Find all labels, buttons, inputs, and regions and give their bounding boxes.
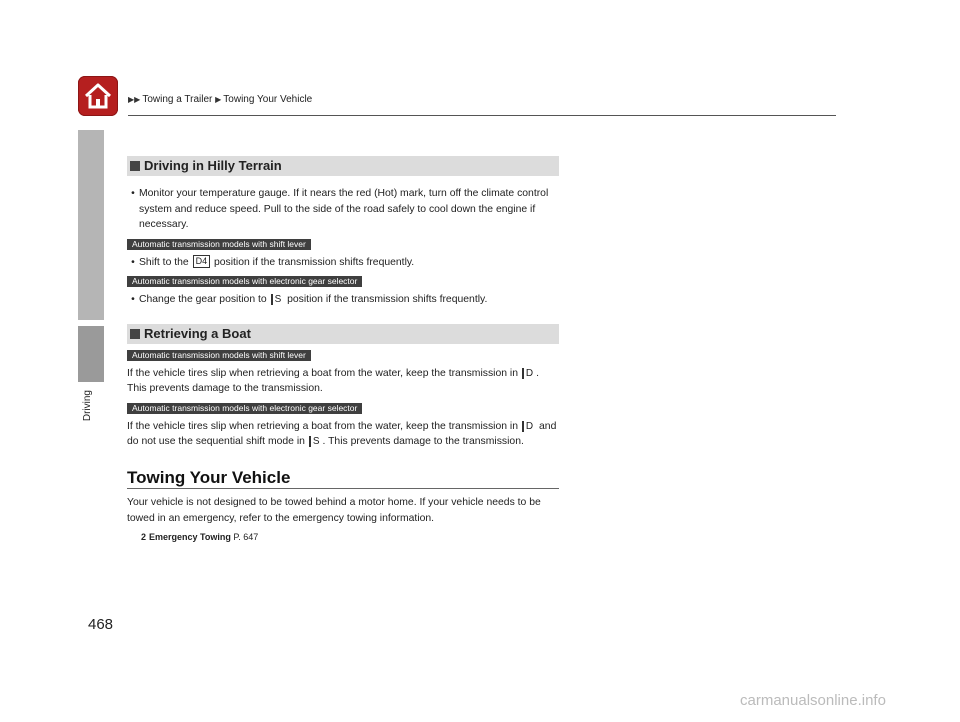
paragraph: If the vehicle tires slip when retrieving a boat from the water, keep the transmission in D and do not use the sequential shift mode in S . This prevents damage to the transmission. xyxy=(127,420,557,447)
breadcrumb-arrow-icon: ▶▶ xyxy=(128,95,141,104)
main-content xyxy=(127,156,559,546)
list-item xyxy=(127,186,559,233)
model-badge: Automatic transmission models with shift lever xyxy=(127,350,311,361)
header-divider xyxy=(128,115,836,116)
list-item-text: Change the gear position to S position if the transmission shifts frequently. xyxy=(139,294,488,305)
home-icon[interactable] xyxy=(78,76,118,116)
gear-key: D xyxy=(522,368,535,379)
bullet-icon: • xyxy=(131,294,135,305)
bullet-icon: • xyxy=(131,256,135,268)
watermark: carmanualsonline.info xyxy=(740,692,886,709)
side-tab-active xyxy=(78,326,104,382)
reference-page: P. 647 xyxy=(233,532,259,542)
model-badge: Automatic transmission models with electronic gear selector xyxy=(127,276,362,287)
list-item xyxy=(127,255,559,271)
page-title: Towing Your Vehicle xyxy=(127,470,559,490)
reference-label[interactable]: Emergency Towing xyxy=(149,532,231,542)
section-heading-text: Retrieving a Boat xyxy=(144,325,251,341)
section-heading-hilly xyxy=(127,156,559,176)
section-heading-boat xyxy=(127,324,559,344)
side-section-label: Driving xyxy=(82,390,93,422)
model-badge: Automatic transmission models with electronic gear selector xyxy=(127,403,362,414)
bullet-icon: • xyxy=(131,188,135,199)
paragraph: Your vehicle is not designed to be towed behind a motor home. If your vehicle needs to be towed in an emergency, refer to the emergency towing information. xyxy=(127,497,541,524)
paragraph: If the vehicle tires slip when retrieving a boat from the water, keep the transmission in D . This prevents damage to the transmission. xyxy=(127,367,540,394)
gear-key: D4 xyxy=(193,255,211,268)
page-number: 468 xyxy=(88,616,114,633)
breadcrumb-item[interactable]: Towing a Trailer xyxy=(142,94,213,105)
house-glyph xyxy=(82,80,114,112)
breadcrumb-item[interactable]: Towing Your Vehicle xyxy=(223,94,313,105)
breadcrumb xyxy=(128,94,312,105)
breadcrumb-arrow-icon: ▶ xyxy=(215,95,222,104)
cross-reference-link[interactable] xyxy=(141,530,559,546)
gear-key: S xyxy=(271,294,284,305)
side-tab-upper xyxy=(78,130,104,320)
reference-arrow-icon: 2 xyxy=(141,532,147,542)
gear-key: D xyxy=(522,421,535,432)
square-bullet-icon xyxy=(130,329,140,339)
list-item xyxy=(127,292,559,308)
section-heading-text: Driving in Hilly Terrain xyxy=(144,158,282,174)
list-item-text: Monitor your temperature gauge. If it nears the red (Hot) mark, turn off the climate control system and reduce speed. Pull to the side of the road safely to cool down the engine if necessary. xyxy=(139,188,549,230)
model-badge: Automatic transmission models with shift lever xyxy=(127,239,311,250)
gear-key: S xyxy=(309,436,322,447)
list-item-text: Shift to the D4 position if the transmission shifts frequently. xyxy=(139,255,415,268)
square-bullet-icon xyxy=(130,161,140,171)
